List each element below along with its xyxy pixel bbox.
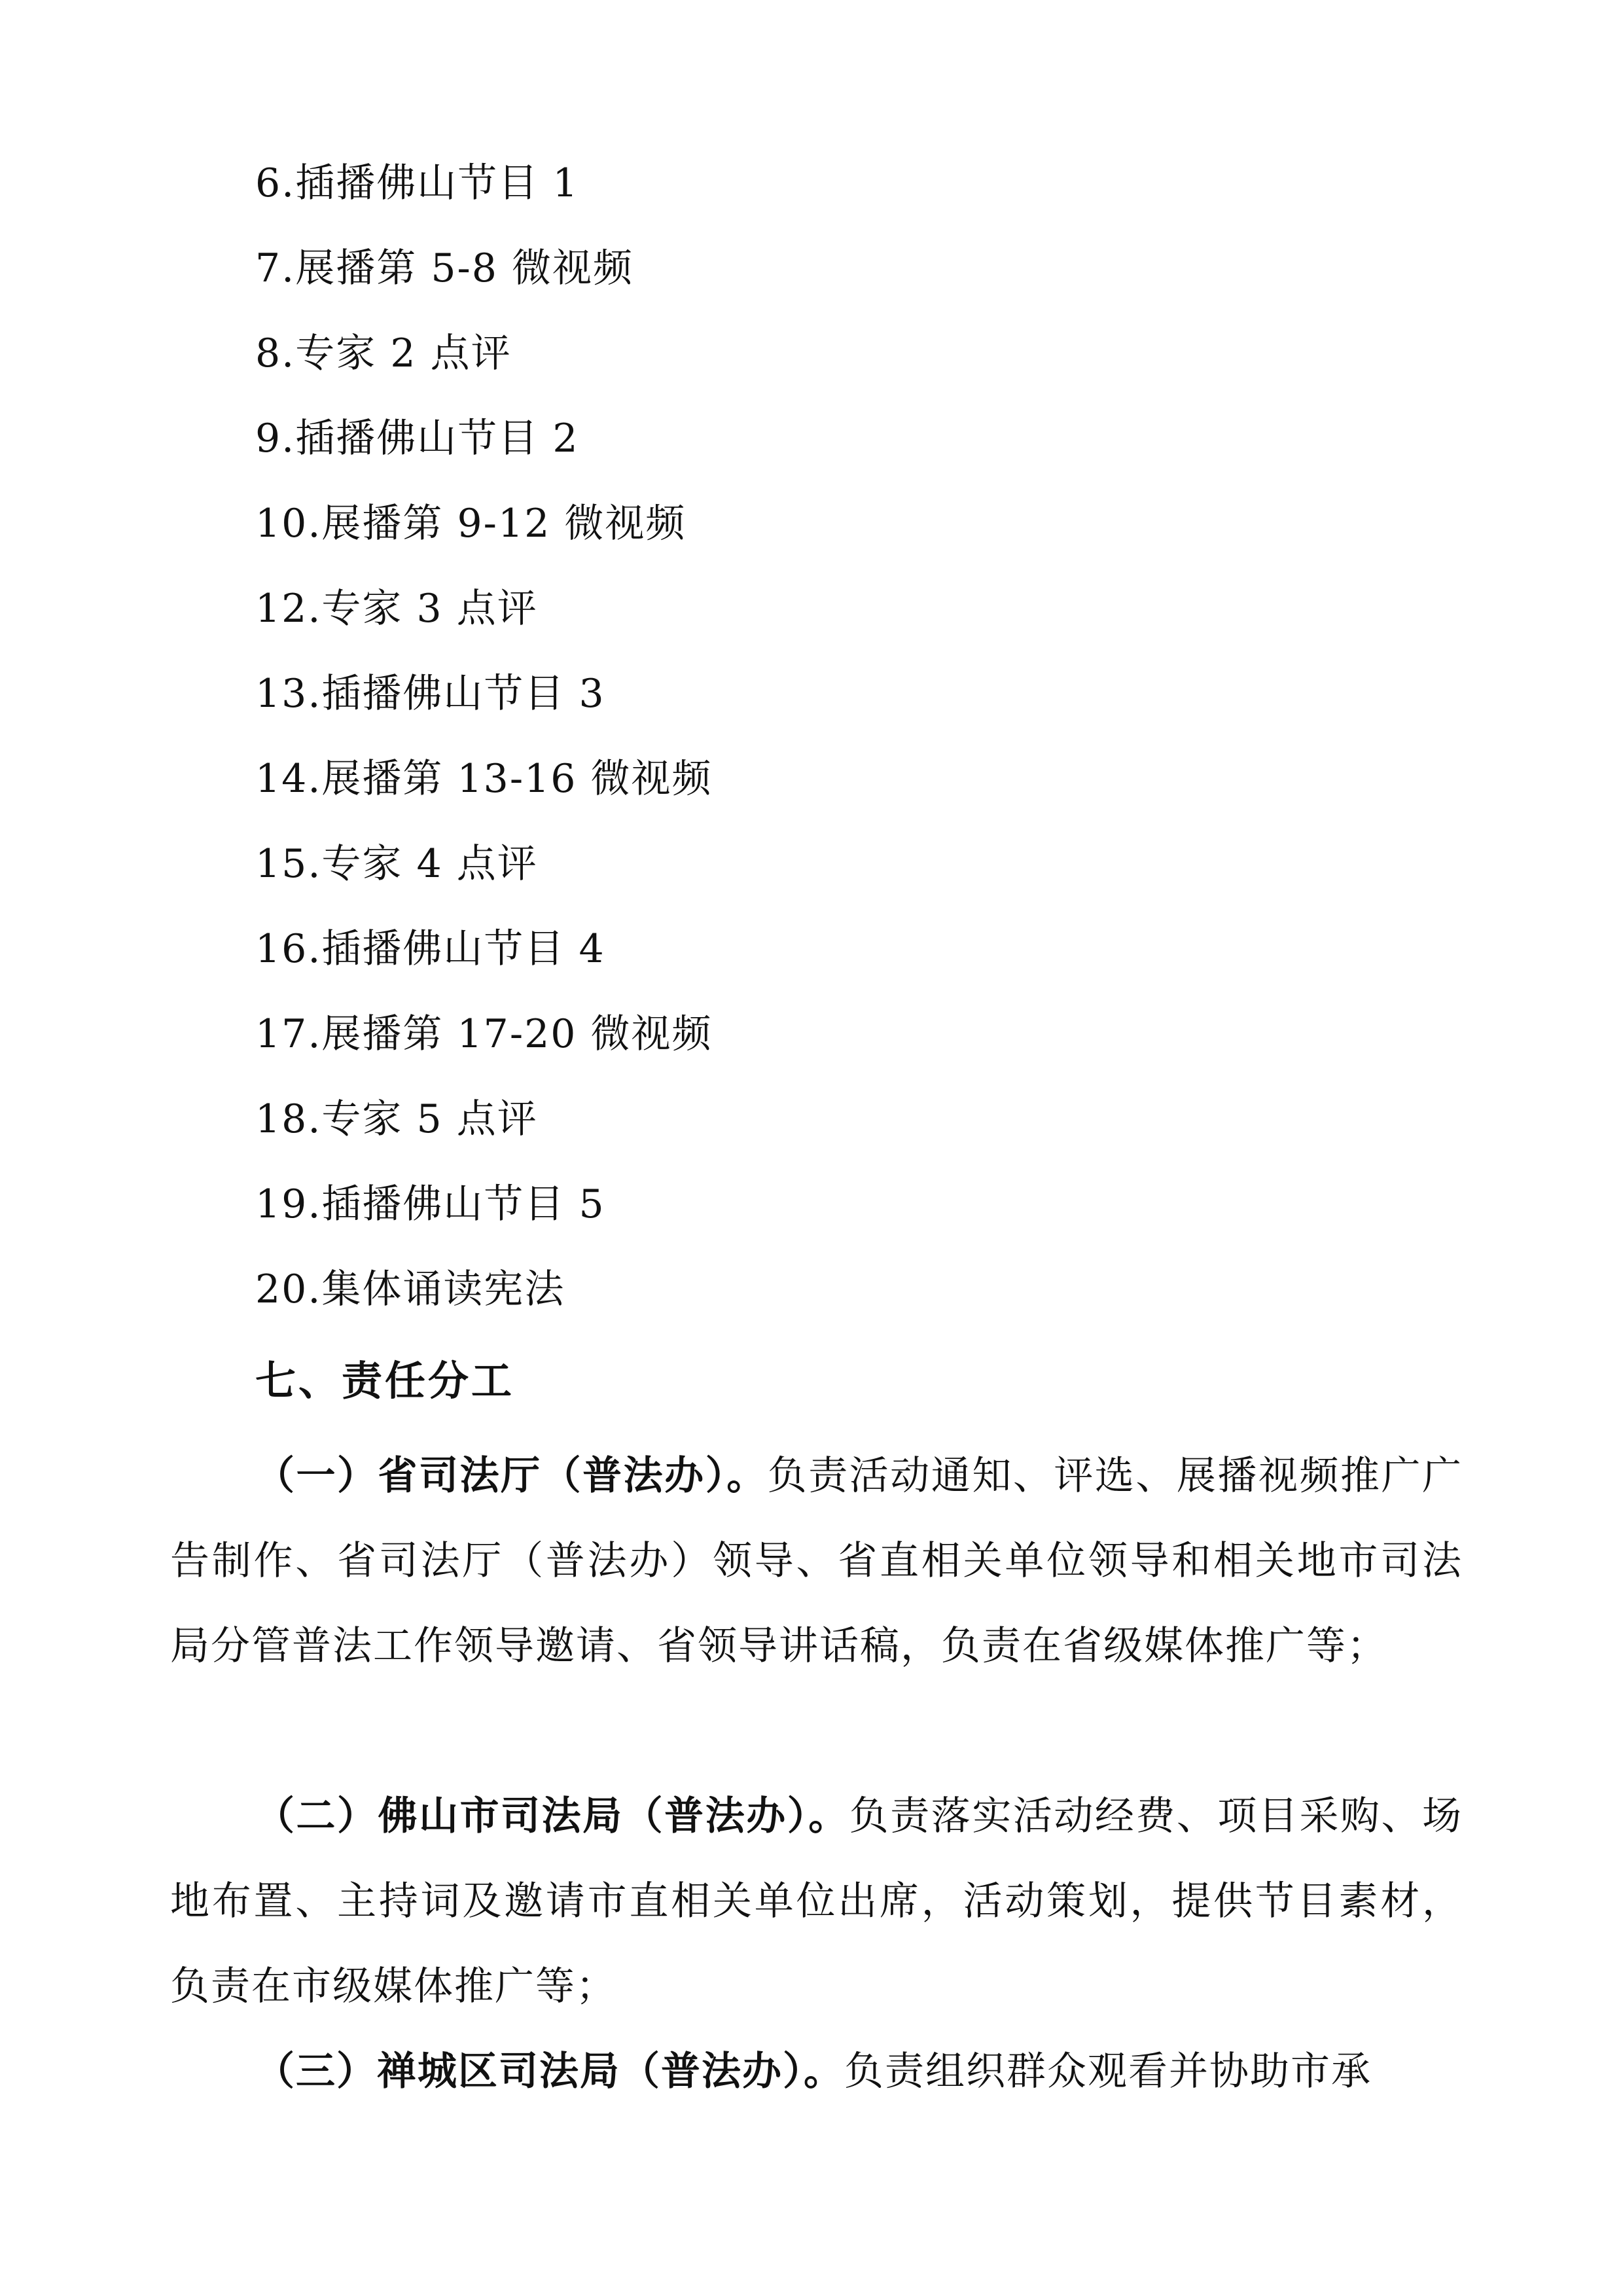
agenda-item: 19.插播佛山节目 5: [255, 1181, 605, 1227]
paragraph-text: 负责落实活动经费、项目采购、场地布置、主持词及邀请市直相关单位出席，活动策划，提供节目素材，负责在市级媒体推广等；: [170, 1793, 1463, 2009]
agenda-item: 17.展播第 17-20 微视频: [255, 1011, 713, 1057]
agenda-item: 9.插播佛山节目 2: [255, 416, 579, 461]
agenda-item: 16.插播佛山节目 4: [255, 926, 605, 972]
agenda-item: 7.展播第 5-8 微视频: [255, 245, 634, 291]
agenda-item: 10.展播第 9-12 微视频: [255, 501, 687, 547]
agenda-item: 13.插播佛山节目 3: [255, 671, 605, 717]
paragraph-text: 负责组织群众观看并协助市承: [844, 2049, 1372, 2094]
agenda-list: [255, 151, 713, 1342]
agenda-item: 20.集体诵读宪法: [255, 1266, 565, 1312]
paragraph-lead: （一）省司法厅（普法办）。: [255, 1453, 768, 1499]
agenda-item: 12.专家 3 点评: [255, 586, 538, 632]
duty-paragraph-foshan: [170, 1774, 1463, 2029]
agenda-item: 15.专家 4 点评: [255, 841, 538, 887]
paragraph-lead: （二）佛山市司法局（普法办）。: [255, 1793, 849, 1839]
agenda-item: 6.插播佛山节目 1: [255, 160, 579, 206]
paragraph-text: 负责活动通知、评选、展播视频推广广告制作、省司法厅（普法办）领导、省直相关单位领导和相关地市司法局分管普法工作领导邀请、省领导讲话稿，负责在省级媒体推广等；: [170, 1453, 1463, 1669]
agenda-item: 18.专家 5 点评: [255, 1096, 538, 1142]
agenda-item: 8.专家 2 点评: [255, 331, 512, 376]
duty-paragraph-chancheng: [170, 2029, 1463, 2114]
paragraph-lead: （三）禅城区司法局（普法办）。: [255, 2049, 844, 2094]
agenda-item: 14.展播第 13-16 微视频: [255, 756, 713, 802]
duty-paragraph-provincial: [170, 1433, 1463, 1689]
section-heading: 七、责任分工: [255, 1357, 515, 1405]
